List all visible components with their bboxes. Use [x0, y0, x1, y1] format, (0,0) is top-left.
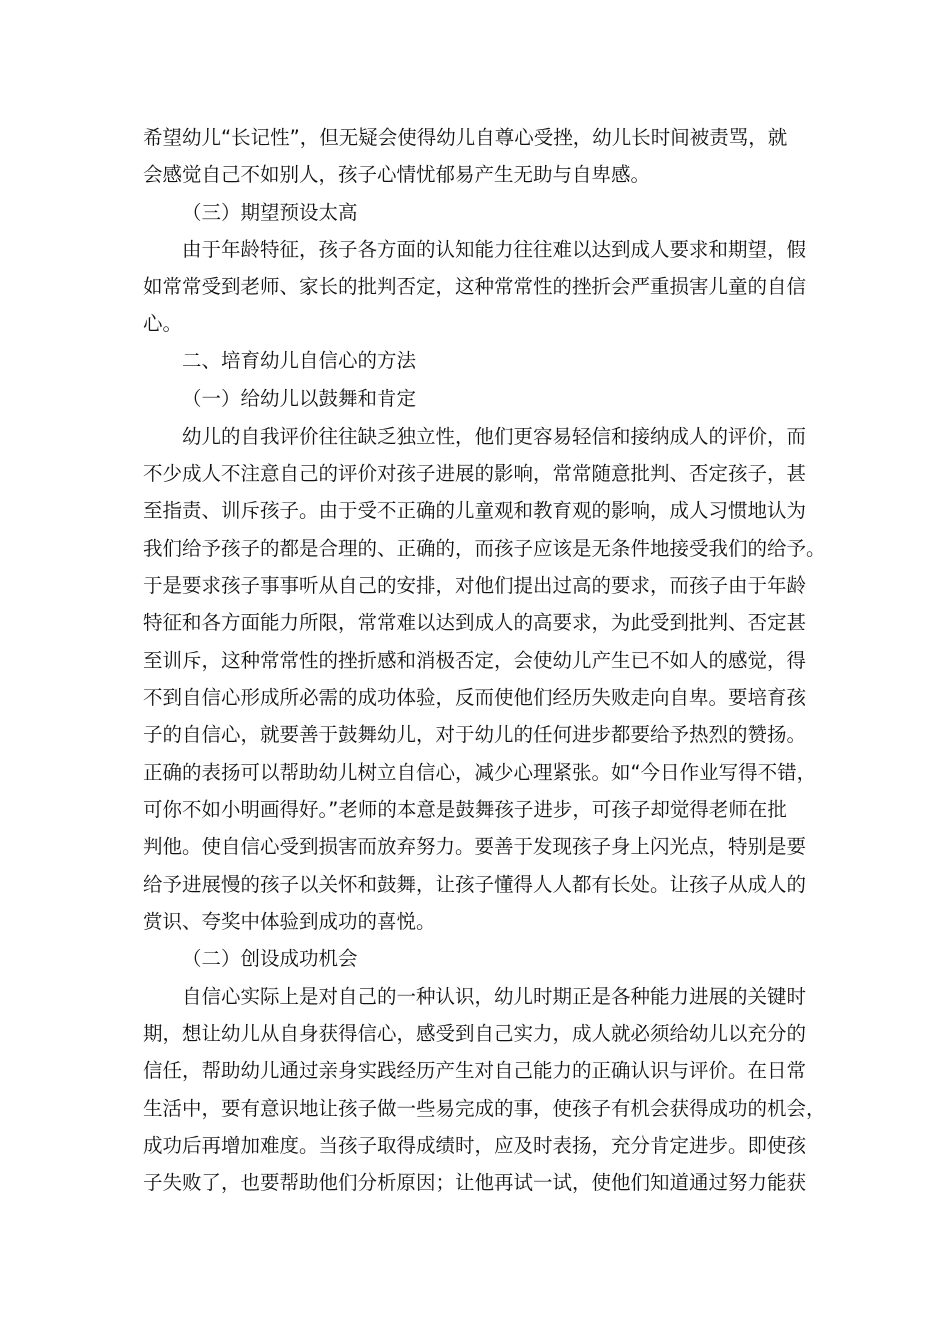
body-line: 给予进展慢的孩子以关怀和鼓舞，让孩子懂得人人都有长处。让孩子从成人的 — [143, 873, 807, 896]
body-line: 希望幼儿“长记性”，但无疑会使得幼儿自尊心受挫，幼儿长时间被责骂，就 — [143, 126, 788, 149]
section-subheading: （一）给幼儿以鼓舞和肯定 — [182, 387, 417, 410]
body-line: 赏识、夸奖中体验到成功的喜悦。 — [143, 910, 436, 933]
body-line: 期，想让幼儿从自身获得信心，感受到自己实力，成人就必须给幼儿以充分的 — [143, 1022, 807, 1045]
section-subheading: （三）期望预设太高 — [182, 201, 358, 224]
body-line: 可你不如小明画得好。”老师的本意是鼓舞孩子进步，可孩子却觉得老师在批 — [143, 798, 787, 821]
body-line: 心。 — [143, 312, 183, 335]
body-line: 子的自信心，就要善于鼓舞幼儿，对于幼儿的任何进步都要给予热烈的赞扬。 — [143, 723, 807, 746]
body-line: 不少成人不注意自己的评价对孩子进展的影响，常常随意批判、否定孩子，甚 — [143, 462, 807, 485]
body-line: 生活中，要有意识地让孩子做一些易完成的事，使孩子有机会获得成功的机会， — [143, 1097, 826, 1120]
body-line: 正确的表扬可以帮助幼儿树立自信心，减少心理紧张。如“今日作业写得不错， — [143, 761, 817, 784]
paragraph-first-line: 幼儿的自我评价往往缺乏独立性，他们更容易轻信和接纳成人的评价，而 — [182, 425, 807, 448]
body-line: 判他。使自信心受到损害而放弃努力。要善于发现孩子身上闪光点，特别是要 — [143, 835, 807, 858]
body-line: 我们给予孩子的都是合理的、正确的，而孩子应该是无条件地接受我们的给予。 — [143, 537, 826, 560]
body-line: 信任，帮助幼儿通过亲身实践经历产生对自己能力的正确认识与评价。在日常 — [143, 1059, 807, 1082]
paragraph-first-line: 由于年龄特征，孩子各方面的认知能力往往难以达到成人要求和期望，假 — [182, 238, 807, 261]
section-subheading: （二）创设成功机会 — [182, 947, 358, 970]
body-line: 子失败了，也要帮助他们分析原因；让他再试一试，使他们知道通过努力能获 — [143, 1171, 807, 1194]
body-line: 于是要求孩子事事听从自己的安排，对他们提出过高的要求，而孩子由于年龄 — [143, 574, 807, 597]
body-line: 会感觉自己不如别人，孩子心情忧郁易产生无助与自卑感。 — [143, 163, 651, 186]
section-heading: 二、培育幼儿自信心的方法 — [182, 349, 417, 372]
body-line: 至指责、训斥孩子。由于受不正确的儿童观和教育观的影响，成人习惯地认为 — [143, 499, 807, 522]
body-line: 不到自信心形成所必需的成功体验，反而使他们经历失败走向自卑。要培育孩 — [143, 686, 807, 709]
body-line: 成功后再增加难度。当孩子取得成绩时，应及时表扬，充分肯定进步。即使孩 — [143, 1134, 807, 1157]
body-line: 如常常受到老师、家长的批判否定，这种常常性的挫折会严重损害儿童的自信 — [143, 275, 807, 298]
body-line: 至训斥，这种常常性的挫折感和消极否定，会使幼儿产生已不如人的感觉，得 — [143, 649, 807, 672]
paragraph-first-line: 自信心实际上是对自己的一种认识，幼儿时期正是各种能力进展的关键时 — [182, 985, 807, 1008]
body-line: 特征和各方面能力所限，常常难以达到成人的高要求，为此受到批判、否定甚 — [143, 611, 807, 634]
